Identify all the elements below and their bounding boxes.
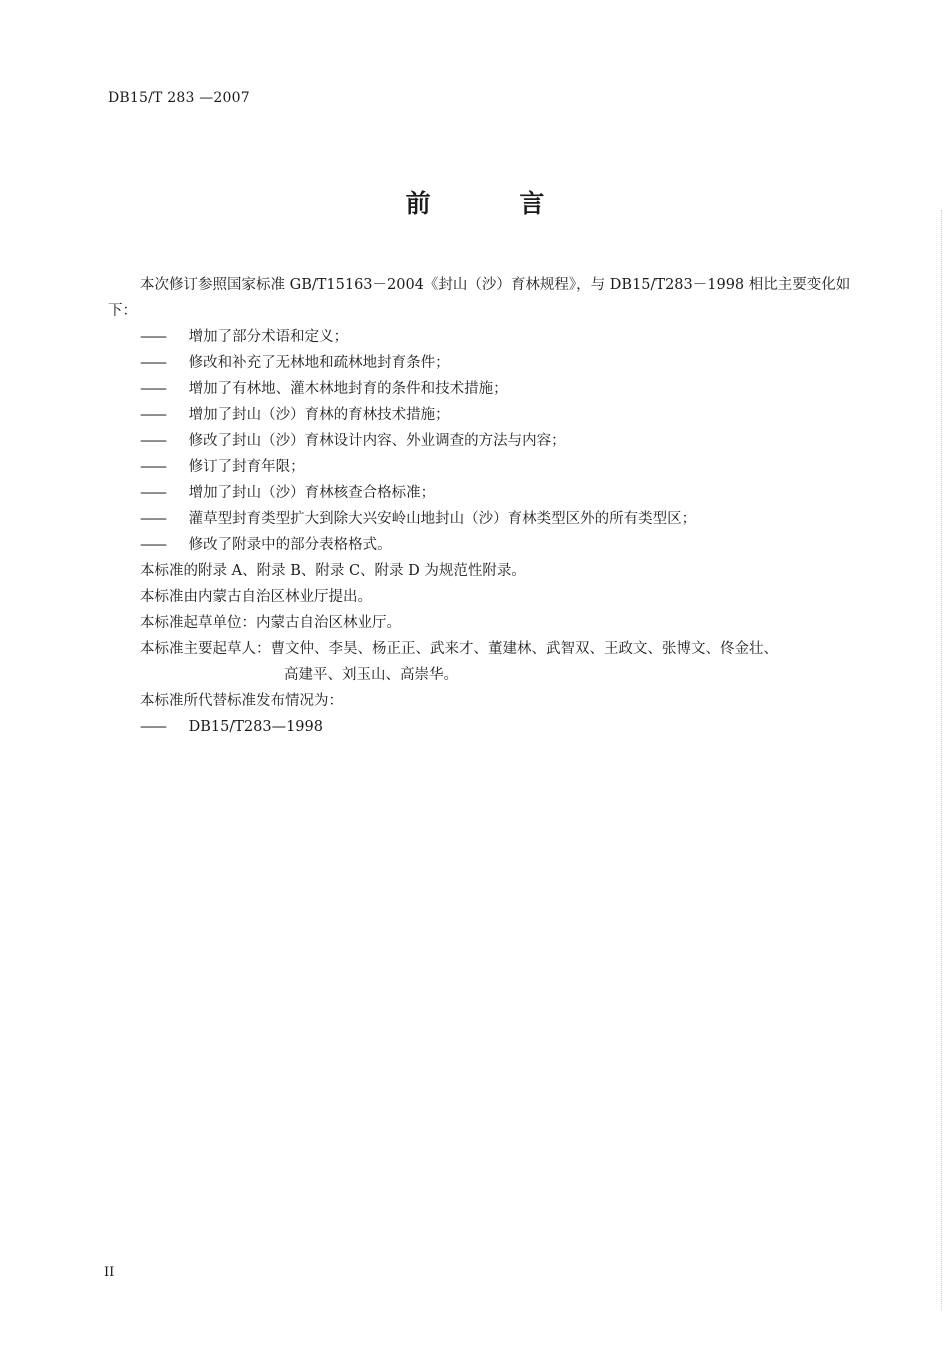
list-item: —— 增加了封山（沙）育林核查合格标准； [108, 480, 878, 506]
list-item: —— 灌草型封育类型扩大到除大兴安岭山地封山（沙）育林类型区外的所有类型区； [108, 506, 878, 532]
proposer-line: 本标准由内蒙古自治区林业厅提出。 [140, 589, 372, 605]
standard-code: DB15/T 283 —2007 [108, 90, 250, 106]
dash-mark: —— [140, 433, 165, 449]
dash-mark: —— [140, 511, 165, 527]
intro-paragraph: 本次修订参照国家标准 GB/T15163－2004《封山（沙）育林规程》，与 DB15/T283－1998 相比主要变化如下： [108, 277, 851, 319]
drafters-continuation: 高建平、刘玉山、高崇华。 [284, 667, 458, 683]
replaced-item: —— DB15/T283—1998 [108, 714, 878, 740]
dash-mark: —— [140, 355, 165, 371]
drafters-names: 曹文仲、李昊、杨正正、武来才、董建林、武智双、王政文、张博文、佟金壮、 [270, 641, 778, 657]
drafters-line [108, 636, 878, 662]
page-title: 前 言 [405, 189, 585, 218]
appendix-note: 本标准的附录 A、附录 B、附录 C、附录 D 为规范性附录。 [140, 563, 526, 579]
dash-mark: —— [140, 381, 165, 397]
list-item: —— 增加了封山（沙）育林的育林技术措施； [108, 402, 878, 428]
dash-mark: —— [140, 537, 165, 553]
list-item: —— 增加了有林地、灌木林地封育的条件和技术措施； [108, 376, 878, 402]
dash-mark: —— [140, 407, 165, 423]
page-number: II [104, 1265, 115, 1280]
list-item: —— 修改了封山（沙）育林设计内容、外业调查的方法与内容； [108, 428, 878, 454]
dash-mark: —— [140, 719, 165, 735]
replaced-label: 本标准所代替标准发布情况为： [140, 693, 343, 709]
drafting-unit-line: 本标准起草单位：内蒙古自治区林业厅。 [140, 615, 401, 631]
document-body [108, 272, 878, 740]
drafters-label: 本标准主要起草人： [140, 641, 271, 657]
scan-edge-marks [937, 210, 942, 1310]
list-item: —— 修改和补充了无林地和疏林地封育条件； [108, 350, 878, 376]
list-item: —— 修改了附录中的部分表格格式。 [108, 532, 878, 558]
changes-list [108, 324, 878, 558]
list-item: —— 修订了封育年限； [108, 454, 878, 480]
dash-mark: —— [140, 485, 165, 501]
dash-mark: —— [140, 459, 165, 475]
dash-mark: —— [140, 329, 165, 345]
list-item: —— 增加了部分术语和定义； [108, 324, 878, 350]
